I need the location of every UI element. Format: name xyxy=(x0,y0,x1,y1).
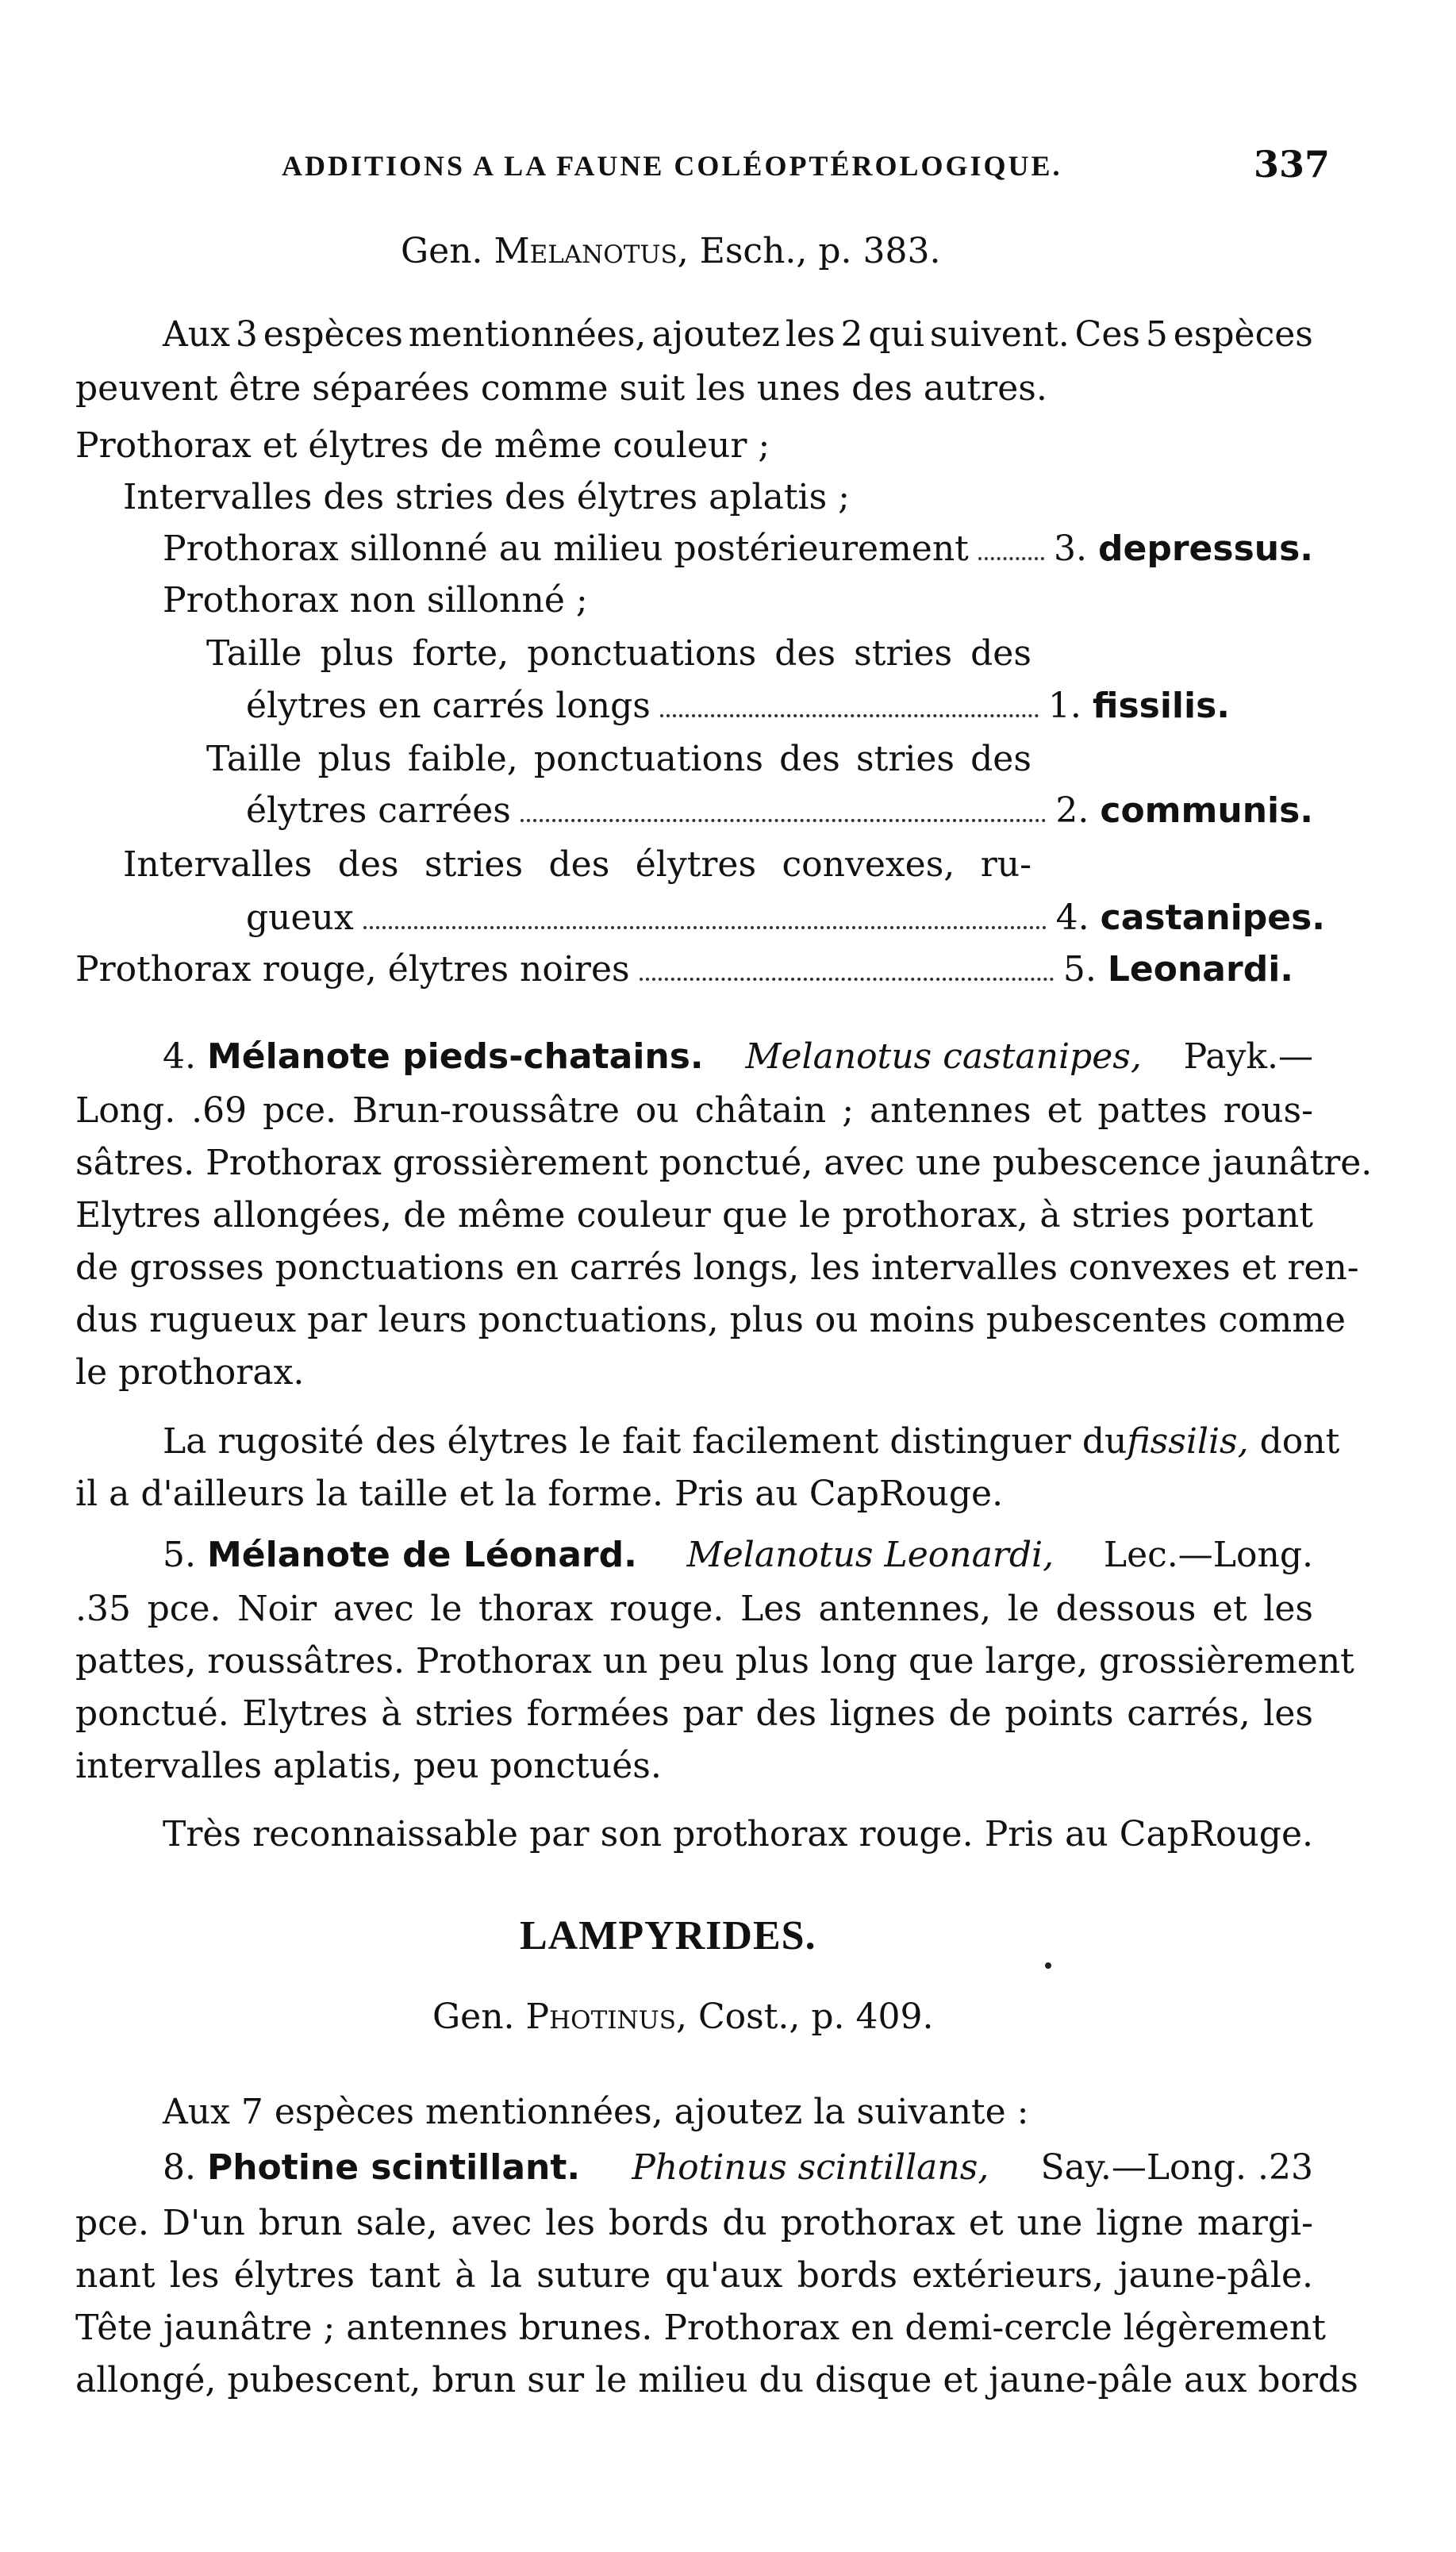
species-8-line-1: pce. D'un brun sale, avec les bords du prothorax et une ligne margi- xyxy=(75,2203,1313,2243)
ink-speck xyxy=(1045,1962,1051,1969)
species-8-line-3: Tête jaunâtre ; antennes brunes. Prothorax en demi-cercle légèrement xyxy=(75,2308,1326,2348)
species-4-line-5: dus rugueux par leurs ponctuations, plus ou moins pubescentes comme xyxy=(75,1300,1346,1340)
species-5-latin-name: Melanotus Leonardi, xyxy=(686,1535,1055,1575)
species-8-latin-name: Photinus scintillans, xyxy=(632,2147,989,2188)
species-5-line-4: intervalles aplatis, peu ponctués. xyxy=(75,1746,662,1786)
genus-heading-photinus: Gen. Photinus, Cost., p. 409. xyxy=(432,1997,934,2037)
species-8-common-name: Photine scintillant. xyxy=(206,2147,581,2188)
intro-line-2: peuvent être séparées comme suit les unes des autres. xyxy=(75,368,1047,409)
species-4-latin-name: Melanotus castanipes, xyxy=(745,1036,1142,1077)
species-4-line-1: Long. .69 pce. Brun-roussâtre ou châtain ; antennes et pattes rous- xyxy=(75,1090,1313,1131)
genus-heading-melanotus: Gen. Melanotus, Esch., p. 383. xyxy=(401,231,941,271)
intro-line-1: Aux 3 espèces mentionnées, ajoutez les 2 qui suivent. Ces 5 espèces xyxy=(163,314,1313,355)
page-number: 337 xyxy=(1254,143,1331,186)
key-row-depressus: Prothorax sillonné au milieu postérieurement 3. depressus. xyxy=(163,528,1313,569)
species-8-heading: 8. Photine scintillant. Photinus scintillans, Say.—Long. .23 xyxy=(163,2143,1313,2193)
species-4-line-2: sâtres. Prothorax grossièrement ponctué, avec une pubescence jaunâtre. xyxy=(75,1143,1373,1183)
species-5-heading: 5. Mélanote de Léonard. Melanotus Leonardi, Lec.—Long. xyxy=(163,1530,1313,1581)
species-5-note: Très reconnaissable par son prothorax rouge. Pris au CapRouge. xyxy=(163,1814,1313,1854)
running-title: ADDITIONS A LA FAUNE COLÉOPTÉROLOGIQUE. xyxy=(282,150,1062,182)
key-row-1: Prothorax et élytres de même couleur ; xyxy=(75,425,770,466)
species-4-note-2: il a d'ailleurs la taille et la forme. Pris au CapRouge. xyxy=(75,1474,1004,1514)
species-4-heading: 4. Mélanote pieds-chatains. Melanotus castanipes, Payk.— xyxy=(163,1032,1313,1082)
key-row-4: Prothorax non sillonné ; xyxy=(163,580,588,621)
key-row-leonardi: Prothorax rouge, élytres noires 5. Leonardi. xyxy=(75,949,1293,990)
species-5-line-3: ponctué. Elytres à stries formées par des lignes de points carrés, les xyxy=(75,1693,1313,1734)
key-row-2: Intervalles des stries des élytres aplatis ; xyxy=(123,477,850,517)
key-row-communis: élytres carrées 2. communis. xyxy=(246,790,1313,831)
species-4-line-4: de grosses ponctuations en carrés longs, les intervalles convexes et ren- xyxy=(75,1247,1359,1288)
key-row-7: Taille plus faible, ponctuations des stries des xyxy=(206,739,1031,779)
species-4-common-name: Mélanote pieds-chatains. xyxy=(206,1036,704,1077)
species-4-note-1: La rugosité des élytres le fait facilement distinguer du fissilis, dont xyxy=(163,1421,1340,1462)
key-row-9: Intervalles des stries des élytres convexes, ru- xyxy=(123,844,1031,885)
species-5-line-2: pattes, roussâtres. Prothorax un peu plus long que large, grossièrement xyxy=(75,1641,1354,1681)
species-5-line-1: .35 pce. Noir avec le thorax rouge. Les antennes, le dessous et les xyxy=(75,1589,1313,1629)
species-8-line-4: allongé, pubescent, brun sur le milieu du disque et jaune-pâle aux bords xyxy=(75,2360,1358,2400)
key-row-fissilis: élytres en carrés longs 1. fissilis. xyxy=(246,686,1230,726)
species-8-line-2: nant les élytres tant à la suture qu'aux bords extérieurs, jaune-pâle. xyxy=(75,2255,1313,2296)
key-row-5: Taille plus forte, ponctuations des stries des xyxy=(206,633,1031,674)
family-heading: LAMPYRIDES. xyxy=(520,1913,816,1958)
intro-photinus: Aux 7 espèces mentionnées, ajoutez la suivante : xyxy=(163,2092,1029,2132)
species-4-line-6: le prothorax. xyxy=(75,1352,305,1393)
species-5-common-name: Mélanote de Léonard. xyxy=(206,1535,637,1575)
key-row-castanipes: gueux 4. castanipes. xyxy=(246,897,1325,938)
species-4-line-3: Elytres allongées, de même couleur que le prothorax, à stries portant xyxy=(75,1195,1313,1236)
